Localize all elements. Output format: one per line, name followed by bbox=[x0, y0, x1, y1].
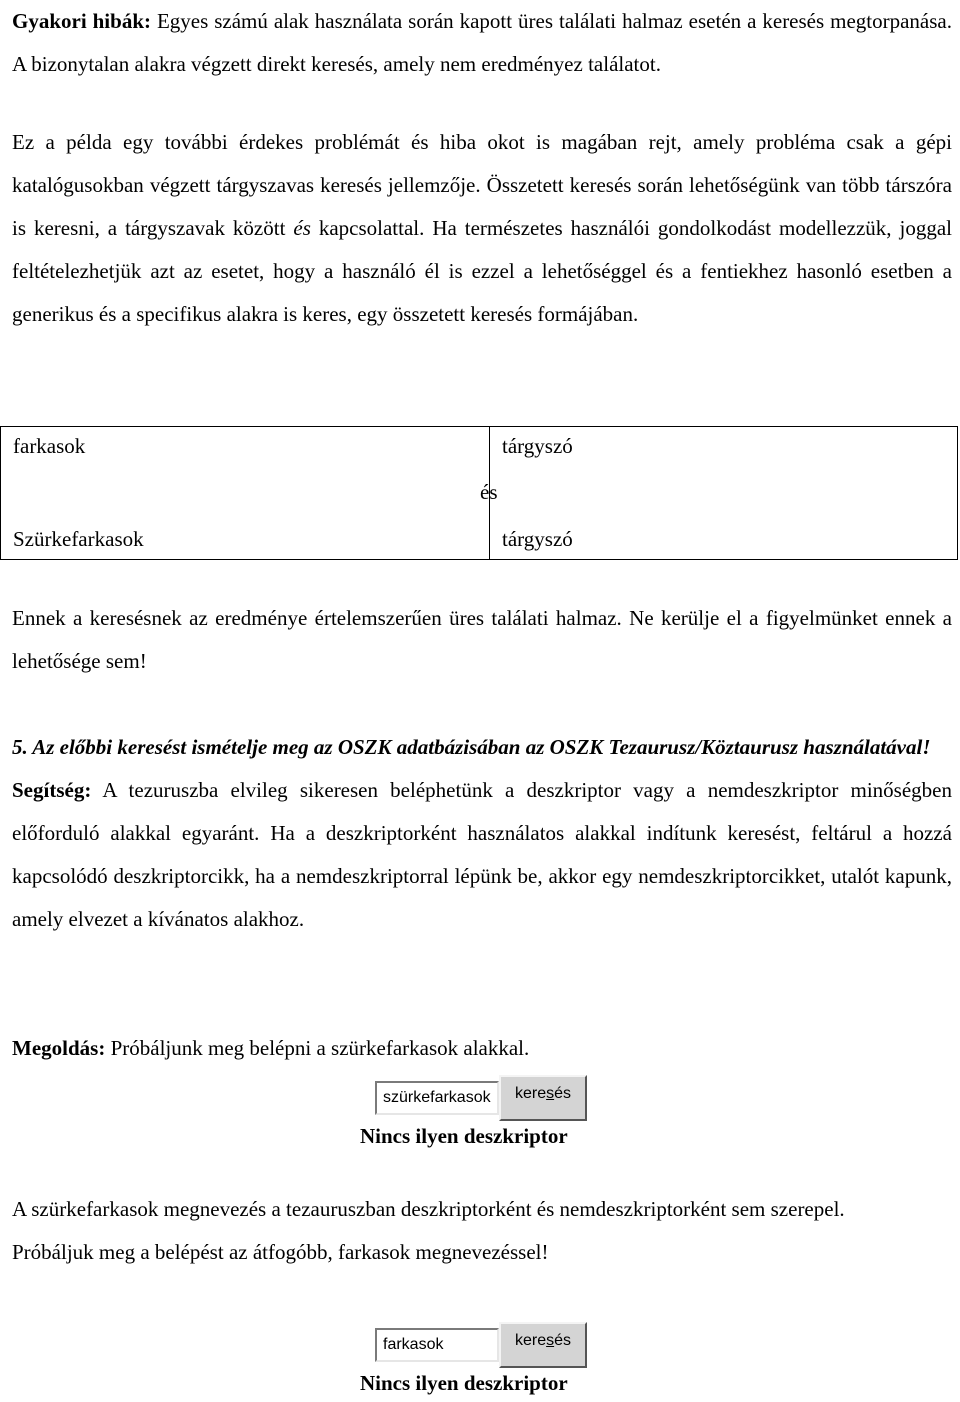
search-button-2-label: keresés bbox=[514, 1332, 572, 1349]
after-search1-paragraph bbox=[12, 1188, 952, 1274]
try-farkasok-text: Próbáljuk meg a belépést az átfogóbb, farkasok megnevezéssel! bbox=[12, 1240, 549, 1264]
intro-second-paragraph bbox=[12, 121, 952, 336]
help-text: A tezuruszba elvileg sikeresen beléphetünk a deszkriptor vagy a nemdeszkriptor minőségben előforduló alakkal egyaránt. Ha a deszkriptorként használatos alakkal indítunk keresést, feltárul a hozzá kapcsolódó deszkriptorcikk, ha a nemdeszkriptorral lépünk be, akkor egy nemdeszkriptorcikket, utalót kapunk, amely elvezet a kívánatos alakhoz. bbox=[12, 778, 952, 931]
task5-heading: 5. Az előbbi keresést ismételje meg az OSZK adatbázisában az OSZK Tezaurusz/Köztaurusz használatával! bbox=[12, 735, 931, 759]
no-result-message-1: Nincs ilyen deszkriptor bbox=[360, 1124, 568, 1148]
search-button-2[interactable] bbox=[499, 1322, 587, 1368]
search-form-1 bbox=[375, 1075, 587, 1121]
errors-label: Gyakori hibák: bbox=[12, 9, 151, 33]
result-text: Ennek a keresésnek az eredménye értelemszerűen üres találati halmaz. Ne kerülje el a figyelmünket ennek a lehetősége sem! bbox=[12, 606, 952, 673]
search-term-1: farkasok bbox=[1, 427, 490, 466]
para2-text-b: kapcsolattal. Ha természetes használói gondolkodást modellezzük, joggal feltételezhetjük azt az esetet, hogy a használó él is ezzel a lehetőséggel és a fentiekhez hasonló esetben a generikus és a specifikus alakra is keres, egy összetett keresés formájában. bbox=[12, 216, 952, 326]
search-button-1-label: keresés bbox=[514, 1085, 572, 1102]
search-input-1[interactable] bbox=[375, 1081, 499, 1115]
after-search1-text: A szürkefarkasok megnevezés a tezauruszban deszkriptorként és nemdeszkriptorként sem szerepel. bbox=[12, 1197, 845, 1221]
operator-cell-left bbox=[1, 466, 490, 521]
task5-block bbox=[12, 726, 952, 941]
operator-cell bbox=[480, 466, 958, 521]
result-paragraph bbox=[12, 597, 952, 683]
help-label: Segítség: bbox=[12, 778, 92, 802]
search-field-1: tárgyszó bbox=[502, 433, 573, 458]
search-term-2: Szürkefarkasok bbox=[1, 520, 490, 559]
solution-text: Próbáljunk meg belépni a szürkefarkasok alakkal. bbox=[105, 1036, 530, 1060]
search-field-2: tárgyszó bbox=[502, 527, 573, 552]
search-input-2[interactable] bbox=[375, 1328, 499, 1362]
solution-paragraph bbox=[12, 1027, 952, 1070]
boolean-operator: és bbox=[480, 480, 498, 505]
compound-search-table bbox=[0, 426, 958, 560]
para2-text-a: Ez a példa egy további érdekes problémát és hiba okot is magában rejt, amely probléma csak a gépi katalógusokban végzett tárgyszavas keresés jellemzője. Összetett keresés során lehetőségünk van több társzóra is keresni, a tárgyszavak között bbox=[12, 130, 952, 240]
para2-italic-es: és bbox=[293, 216, 311, 240]
search-button-1[interactable] bbox=[499, 1075, 587, 1121]
no-result-message-2: Nincs ilyen deszkriptor bbox=[360, 1371, 568, 1395]
solution-label: Megoldás: bbox=[12, 1036, 106, 1060]
errors-text: Egyes számú alak használata során kapott üres találati halmaz esetén a keresés megtorpanása. A bizonytalan alakra végzett direkt keresés, amely nem eredményez találatot. bbox=[12, 9, 952, 76]
search-form-2 bbox=[375, 1322, 587, 1368]
intro-errors-paragraph bbox=[12, 0, 952, 86]
